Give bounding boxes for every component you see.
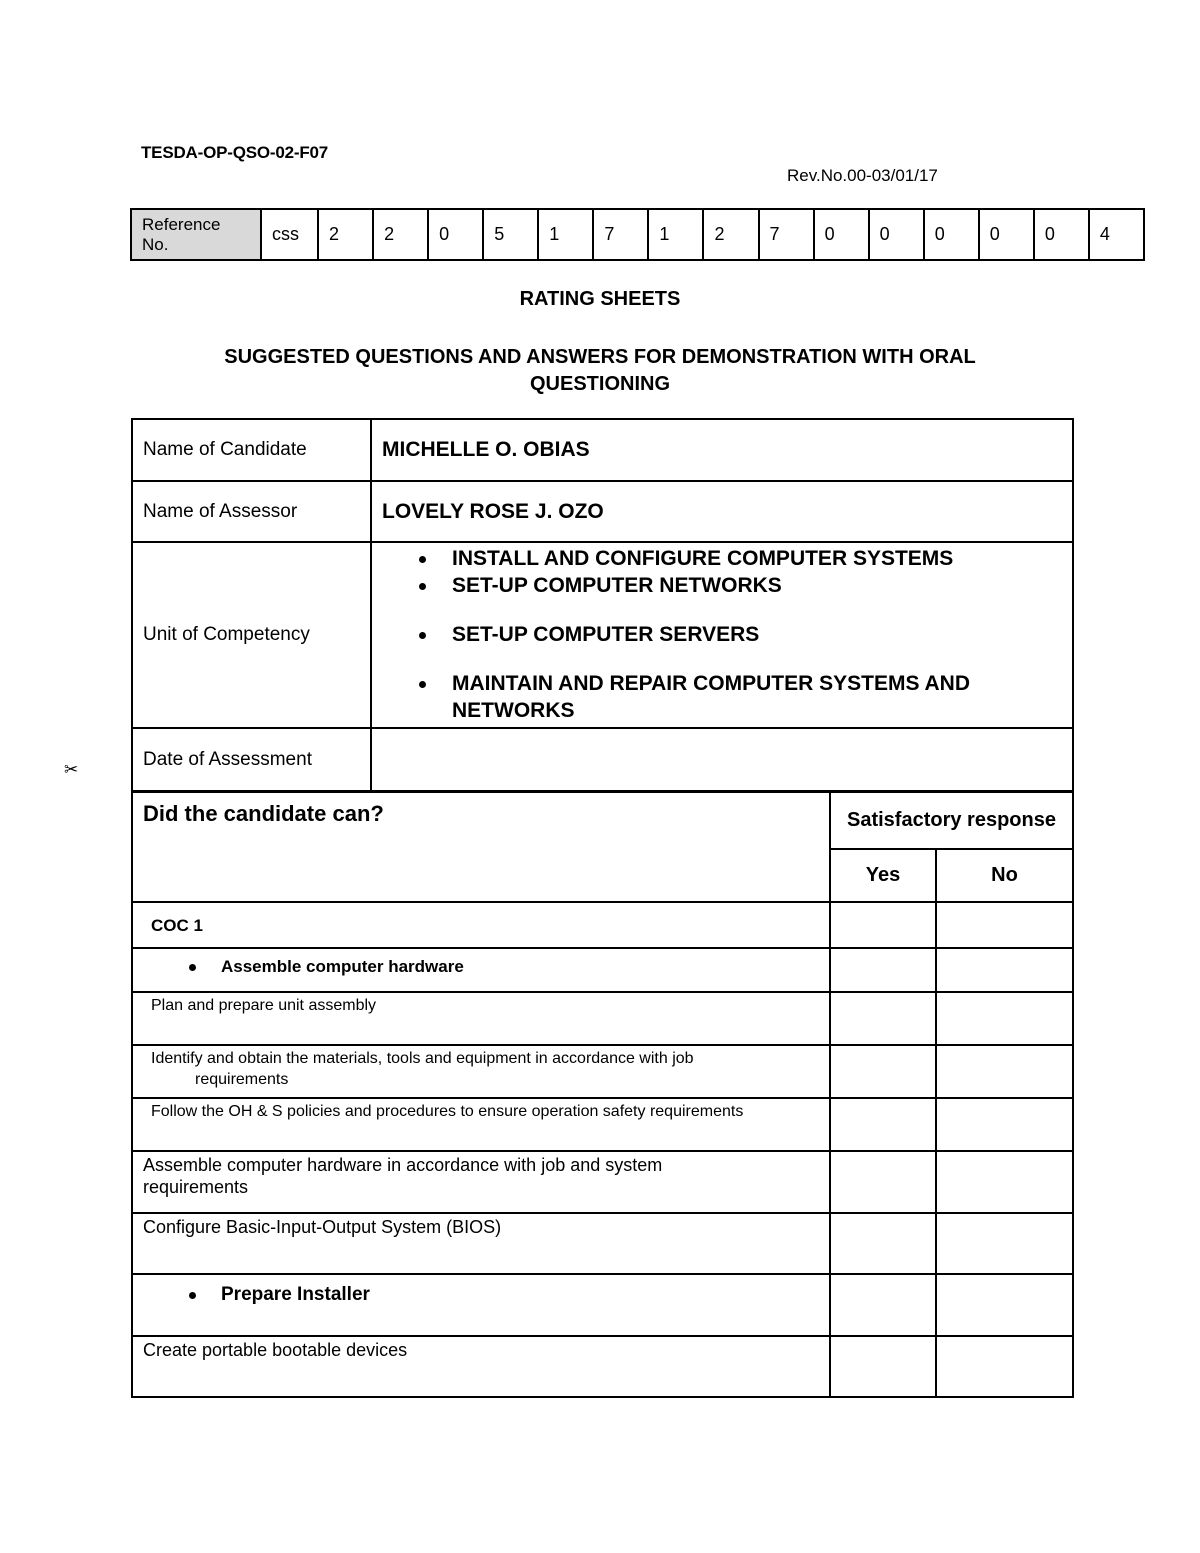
unit-item: SET-UP COMPUTER NETWORKS — [452, 572, 1062, 599]
yes-cell[interactable] — [830, 1045, 936, 1098]
checklist-item-line: Identify and obtain the materials, tools and equipment in accordance with job — [151, 1050, 694, 1067]
reference-number-table — [130, 208, 1145, 261]
unit-label: Unit of Competency — [132, 542, 371, 728]
no-cell[interactable] — [936, 1151, 1073, 1213]
reference-cell: 5 — [483, 209, 538, 260]
unit-row — [132, 542, 1073, 728]
date-row — [132, 728, 1073, 792]
document-subtitle — [0, 344, 1200, 398]
reference-cell: 1 — [538, 209, 593, 260]
yes-cell[interactable] — [830, 1274, 936, 1336]
reference-cell: css — [261, 209, 318, 260]
checklist-item: Assemble computer hardware in accordance with job and system requirements — [132, 1151, 830, 1213]
date-value[interactable] — [371, 728, 1073, 792]
assessor-label: Name of Assessor — [132, 481, 371, 542]
candidate-row — [132, 419, 1073, 481]
no-cell[interactable] — [936, 1336, 1073, 1397]
checklist-item: Configure Basic-Input-Output System (BIOS) — [132, 1213, 830, 1274]
question-header: Did the candidate can? — [132, 791, 830, 902]
no-cell[interactable] — [936, 1274, 1073, 1336]
table-row — [132, 1098, 1073, 1151]
yes-cell[interactable] — [830, 1098, 936, 1151]
yes-cell[interactable] — [830, 1151, 936, 1213]
reference-cell: 1 — [648, 209, 703, 260]
reference-cell: 0 — [979, 209, 1034, 260]
table-row — [132, 1336, 1073, 1397]
table-row — [132, 1274, 1073, 1336]
form-code: TESDA-OP-QSO-02-F07 — [141, 143, 329, 162]
reference-cell: 0 — [814, 209, 869, 260]
section-heading: Assemble computer hardware — [132, 948, 830, 992]
satisfactory-header: Satisfactory response — [830, 791, 1073, 849]
coc-label: COC 1 — [132, 902, 830, 948]
unit-item: MAINTAIN AND REPAIR COMPUTER SYSTEMS AND NETWORKS — [452, 670, 1062, 724]
no-cell[interactable] — [936, 1213, 1073, 1274]
table-row — [132, 1213, 1073, 1274]
yes-cell[interactable] — [830, 948, 936, 992]
checklist-item — [132, 1045, 830, 1098]
reference-cell: 0 — [428, 209, 483, 260]
scissor-icon: ✂ — [64, 760, 79, 779]
reference-label: Reference No. — [131, 209, 261, 260]
checklist-item: Plan and prepare unit assembly — [132, 992, 830, 1045]
unit-item: INSTALL AND CONFIGURE COMPUTER SYSTEMS — [452, 545, 1062, 572]
table-row — [132, 1151, 1073, 1213]
assessment-checklist-table — [131, 790, 1074, 1398]
yes-cell[interactable] — [830, 992, 936, 1045]
subtitle-line-1: SUGGESTED QUESTIONS AND ANSWERS FOR DEMONSTRATION WITH ORAL — [224, 346, 976, 368]
unit-item: SET-UP COMPUTER SERVERS — [452, 621, 1062, 648]
reference-cell: 2 — [373, 209, 428, 260]
unit-list — [382, 545, 1062, 724]
candidate-label: Name of Candidate — [132, 419, 371, 481]
checklist-item: Create portable bootable devices — [132, 1336, 830, 1397]
no-cell[interactable] — [936, 902, 1073, 948]
reference-cell: 2 — [318, 209, 373, 260]
checklist-item-line: requirements — [195, 1071, 289, 1088]
date-label: Date of Assessment — [132, 728, 371, 792]
yes-cell[interactable] — [830, 902, 936, 948]
candidate-info-table — [131, 418, 1074, 793]
reference-cell: 7 — [759, 209, 814, 260]
checklist-header-row — [132, 791, 1073, 849]
checklist-item: Follow the OH & S policies and procedures to ensure operation safety requirements — [132, 1098, 830, 1151]
reference-row — [131, 209, 1144, 260]
yes-header: Yes — [830, 849, 936, 902]
candidate-name[interactable]: MICHELLE O. OBIAS — [371, 419, 1073, 481]
rating-sheets-title: RATING SHEETS — [519, 288, 681, 310]
subtitle-line-2: QUESTIONING — [529, 373, 670, 395]
reference-cell: 2 — [703, 209, 758, 260]
unit-list-cell — [371, 542, 1073, 728]
table-row — [132, 948, 1073, 992]
reference-cell: 4 — [1089, 209, 1144, 260]
no-header: No — [936, 849, 1073, 902]
table-row — [132, 992, 1073, 1045]
table-row — [132, 902, 1073, 948]
assessor-row — [132, 481, 1073, 542]
reference-cell: 0 — [924, 209, 979, 260]
revision-number: Rev.No.00-03/01/17 — [787, 166, 938, 185]
yes-cell[interactable] — [830, 1213, 936, 1274]
section-heading: Prepare Installer — [132, 1274, 830, 1336]
no-cell[interactable] — [936, 992, 1073, 1045]
reference-cell: 0 — [869, 209, 924, 260]
no-cell[interactable] — [936, 1098, 1073, 1151]
no-cell[interactable] — [936, 1045, 1073, 1098]
no-cell[interactable] — [936, 948, 1073, 992]
reference-cell: 7 — [593, 209, 648, 260]
table-row — [132, 1045, 1073, 1098]
assessor-name[interactable]: LOVELY ROSE J. OZO — [371, 481, 1073, 542]
reference-cell: 0 — [1034, 209, 1089, 260]
yes-cell[interactable] — [830, 1336, 936, 1397]
